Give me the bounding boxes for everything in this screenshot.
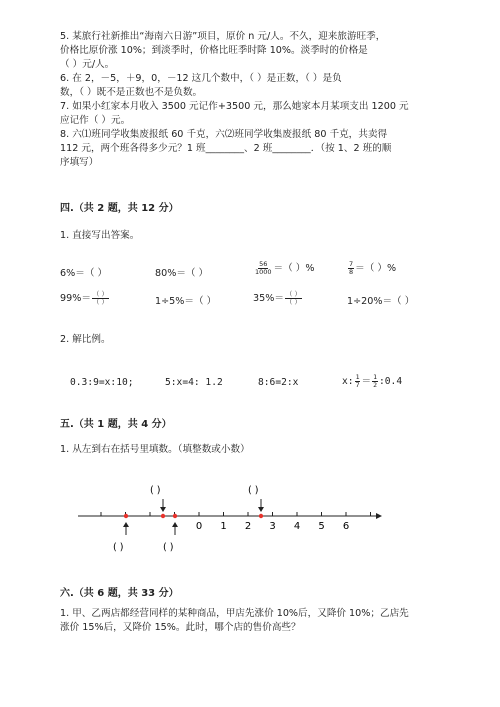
q8-line-1: 8. 六⑴班同学收集废报纸 60 千克，六⑵班同学收集废报纸 80 千克，共卖得 <box>60 129 388 140</box>
tick-label-1: 1 <box>220 521 227 532</box>
arrow-down-2 <box>258 499 264 512</box>
marked-point-1 <box>124 514 128 518</box>
tick-label-5: 5 <box>318 521 325 532</box>
section-4-header: 四.（共 2 题，共 12 分） <box>60 203 179 214</box>
part5-q1-title: 1. 从左到右在括号里填数。（填整数或小数） <box>60 444 250 455</box>
equation-2: 5:x=4: 1.2 <box>165 377 223 388</box>
tick-label-0: 0 <box>195 521 203 532</box>
tick-label-2: 2 <box>244 521 252 532</box>
fraction-56-1000: $\frac{56}{1000}$ <box>255 259 272 276</box>
marked-point-2 <box>161 514 165 518</box>
calc-6-percent: 6%＝（ ） <box>60 268 108 279</box>
q8-line-3: 序填写） <box>60 157 99 168</box>
equation-4: x: $\frac{1}{7}$ ＝ $\frac{1}{2}$ :0.4 <box>342 372 403 389</box>
q6-line-2: 数，（ ）既不是正数也不是负数。 <box>60 87 203 98</box>
q5-line-3: （ ）元/人。 <box>60 59 115 70</box>
tick-label-6: 6 <box>342 521 350 532</box>
q5-line-2: 价格比原价涨 10%；到淡季时，价格比旺季时降 10%。淡季时的价格是 <box>60 45 368 56</box>
calc-1-div-20-percent: 1÷20%＝（ ） <box>347 296 415 307</box>
part4-q1-title: 1. 直接写出答案。 <box>60 230 140 241</box>
number-line <box>78 478 388 563</box>
calc-99-percent: 99%＝ $\frac{( )}{( )}$ <box>60 289 108 306</box>
equation-3: 8:6=2:x <box>258 377 299 388</box>
arrow-down-1 <box>160 499 166 512</box>
q8-line-2: 112 元，两个班各得多少元？1 班________、2 班________．（按 1、2 班的顺 <box>60 143 392 154</box>
tick-label-4: 4 <box>293 521 301 532</box>
equation-1: 0.3:9=x:10; <box>70 377 134 388</box>
blank-upper-2: ( ) <box>248 485 259 496</box>
q7-line-2: 应记作（ ）元。 <box>60 115 131 126</box>
calc-56-over-1000: $\frac{56}{1000}$ ＝（ ）% <box>255 259 315 276</box>
blank-upper-1: ( ) <box>150 485 161 496</box>
blank-lower-2: ( ) <box>163 542 174 553</box>
section-5-header: 五.（共 1 题，共 4 分） <box>60 419 172 430</box>
fraction-blank-99: $\frac{( )}{( )}$ <box>92 289 108 306</box>
number-line-ticks <box>101 512 371 516</box>
q7-line-1: 7. 如果小红家本月收入 3500 元记作+3500 元，那么她家本月某项支出 1200 元 <box>60 101 409 112</box>
blank-lower-1: ( ) <box>113 542 124 553</box>
part4-q2-title: 2. 解比例。 <box>60 334 111 345</box>
fraction-7-8: $\frac{7}{8}$ <box>349 259 354 276</box>
fraction-1-7: $\frac{1}{7}$ <box>355 372 360 389</box>
fraction-blank-35: $\frac{( )}{( )}$ <box>285 289 301 306</box>
number-line-tick-labels <box>196 521 349 532</box>
arrow-up-1 <box>123 522 129 535</box>
marked-point-3 <box>173 514 177 518</box>
part6-q1-line-1: 1. 甲、乙两店都经营同样的某种商品，甲店先涨价 10%后，又降价 10%；乙店先 <box>60 608 409 619</box>
fraction-1-2: $\frac{1}{2}$ <box>373 372 377 389</box>
section-6-header: 六.（共 6 题，共 33 分） <box>60 588 179 599</box>
calc-80-percent: 80%＝（ ） <box>155 268 209 279</box>
q6-line-1: 6. 在 2，－5，＋9，0，－12 这几个数中，（ ）是正数，（ ）是负 <box>60 73 342 84</box>
calc-1-div-5-percent: 1÷5%＝（ ） <box>155 296 217 307</box>
calc-35-percent: 35%＝ $\frac{( )}{( )}$ <box>253 289 301 306</box>
tick-label-3: 3 <box>269 521 276 532</box>
part6-q1-line-2: 涨价 15%后，又降价 15%。此时，哪个店的售价高些？ <box>60 622 301 633</box>
marked-point-4 <box>259 514 263 518</box>
arrow-up-2 <box>172 522 178 535</box>
q5-line-1: 5. 某旅行社新推出“海南六日游”项目，原价 n 元/人。不久，迎来旅游旺季， <box>60 31 386 42</box>
calc-7-over-8: $\frac{7}{8}$ ＝（ ）% <box>349 259 397 276</box>
number-line-arrowhead <box>376 513 382 519</box>
